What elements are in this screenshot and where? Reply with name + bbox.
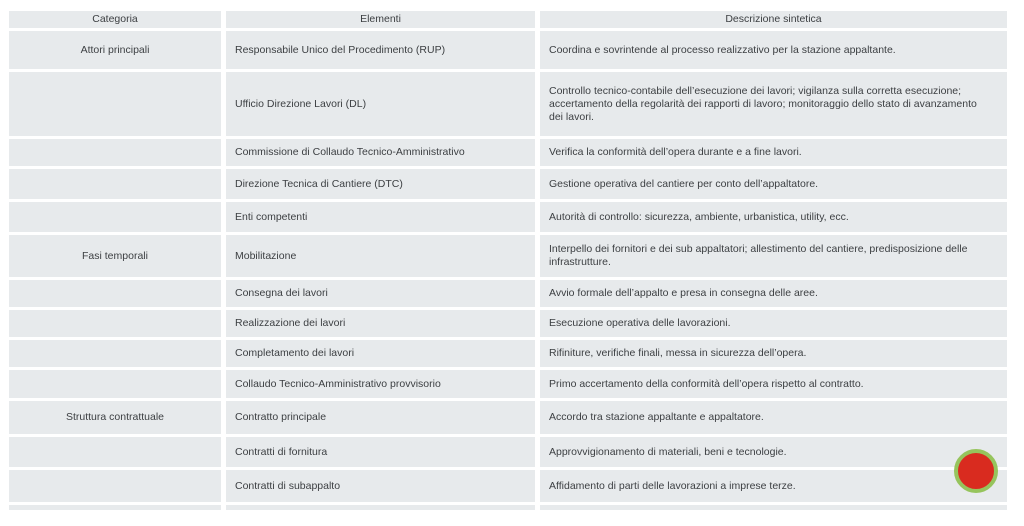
table-row bbox=[9, 31, 1007, 69]
categoria-cell: Fasi temporali bbox=[9, 235, 221, 277]
elemento-cell: Mobilitazione bbox=[226, 235, 535, 277]
elemento-cell: Completamento dei lavori bbox=[226, 340, 535, 367]
descrizione-cell: Autorità di controllo: sicurezza, ambiente, urbanistica, utility, ecc. bbox=[540, 202, 1007, 232]
cursor-click-indicator-icon bbox=[954, 449, 998, 493]
summary-table bbox=[9, 11, 1007, 510]
categoria-cell bbox=[9, 370, 221, 398]
descrizione-cell: Verifica la conformità dell’opera durante e a fine lavori. bbox=[540, 139, 1007, 166]
descrizione-cell bbox=[540, 505, 1007, 510]
descrizione-cell: Controllo tecnico-contabile dell’esecuzione dei lavori; vigilanza sulla corretta esecuzione; accertamento della regolarità dei rapporti di lavoro; monitoraggio dello stato di avanzamento dei lavori. bbox=[540, 72, 1007, 136]
categoria-cell bbox=[9, 169, 221, 199]
descrizione-cell: Affidamento di parti delle lavorazioni a imprese terze. bbox=[540, 470, 1007, 502]
table-row bbox=[9, 139, 1007, 166]
categoria-cell bbox=[9, 202, 221, 232]
table-row bbox=[9, 235, 1007, 277]
table-row bbox=[9, 169, 1007, 199]
table-row bbox=[9, 310, 1007, 337]
categoria-cell bbox=[9, 505, 221, 510]
categoria-cell: Attori principali bbox=[9, 31, 221, 69]
descrizione-cell: Avvio formale dell’appalto e presa in consegna delle aree. bbox=[540, 280, 1007, 307]
descrizione-cell: Approvvigionamento di materiali, beni e tecnologie. bbox=[540, 437, 1007, 467]
table-row-partial bbox=[9, 505, 1007, 510]
categoria-cell bbox=[9, 470, 221, 502]
table-row bbox=[9, 470, 1007, 502]
descrizione-cell: Esecuzione operativa delle lavorazioni. bbox=[540, 310, 1007, 337]
descrizione-cell: Accordo tra stazione appaltante e appaltatore. bbox=[540, 401, 1007, 434]
categoria-cell bbox=[9, 280, 221, 307]
categoria-cell bbox=[9, 437, 221, 467]
table-row bbox=[9, 370, 1007, 398]
categoria-cell bbox=[9, 340, 221, 367]
table-row bbox=[9, 280, 1007, 307]
table-row bbox=[9, 401, 1007, 434]
header-categoria: Categoria bbox=[9, 11, 221, 28]
descrizione-cell: Coordina e sovrintende al processo realizzativo per la stazione appaltante. bbox=[540, 31, 1007, 69]
descrizione-cell: Primo accertamento della conformità dell’opera rispetto al contratto. bbox=[540, 370, 1007, 398]
elemento-cell: Commissione di Collaudo Tecnico-Amministrativo bbox=[226, 139, 535, 166]
elemento-cell: Collaudo Tecnico-Amministrativo provvisorio bbox=[226, 370, 535, 398]
table-row bbox=[9, 437, 1007, 467]
table-row bbox=[9, 72, 1007, 136]
table-header-row bbox=[9, 11, 1007, 28]
table-row bbox=[9, 202, 1007, 232]
descrizione-cell: Gestione operativa del cantiere per conto dell’appaltatore. bbox=[540, 169, 1007, 199]
elemento-cell: Realizzazione dei lavori bbox=[226, 310, 535, 337]
categoria-cell: Struttura contrattuale bbox=[9, 401, 221, 434]
descrizione-cell: Rifiniture, verifiche finali, messa in sicurezza dell’opera. bbox=[540, 340, 1007, 367]
elemento-cell: Contratti di fornitura bbox=[226, 437, 535, 467]
elemento-cell: Ufficio Direzione Lavori (DL) bbox=[226, 72, 535, 136]
header-elementi: Elementi bbox=[226, 11, 535, 28]
categoria-cell bbox=[9, 139, 221, 166]
categoria-cell bbox=[9, 72, 221, 136]
elemento-cell: Contratto principale bbox=[226, 401, 535, 434]
elemento-cell: Contratti di subappalto bbox=[226, 470, 535, 502]
elemento-cell: Enti competenti bbox=[226, 202, 535, 232]
elemento-cell: Consegna dei lavori bbox=[226, 280, 535, 307]
elemento-cell: Direzione Tecnica di Cantiere (DTC) bbox=[226, 169, 535, 199]
descrizione-cell: Interpello dei fornitori e dei sub appaltatori; allestimento del cantiere, predisposizione delle infrastrutture. bbox=[540, 235, 1007, 277]
categoria-cell bbox=[9, 310, 221, 337]
elemento-cell bbox=[226, 505, 535, 510]
table-row bbox=[9, 340, 1007, 367]
elemento-cell: Responsabile Unico del Procedimento (RUP) bbox=[226, 31, 535, 69]
header-descrizione: Descrizione sintetica bbox=[540, 11, 1007, 28]
